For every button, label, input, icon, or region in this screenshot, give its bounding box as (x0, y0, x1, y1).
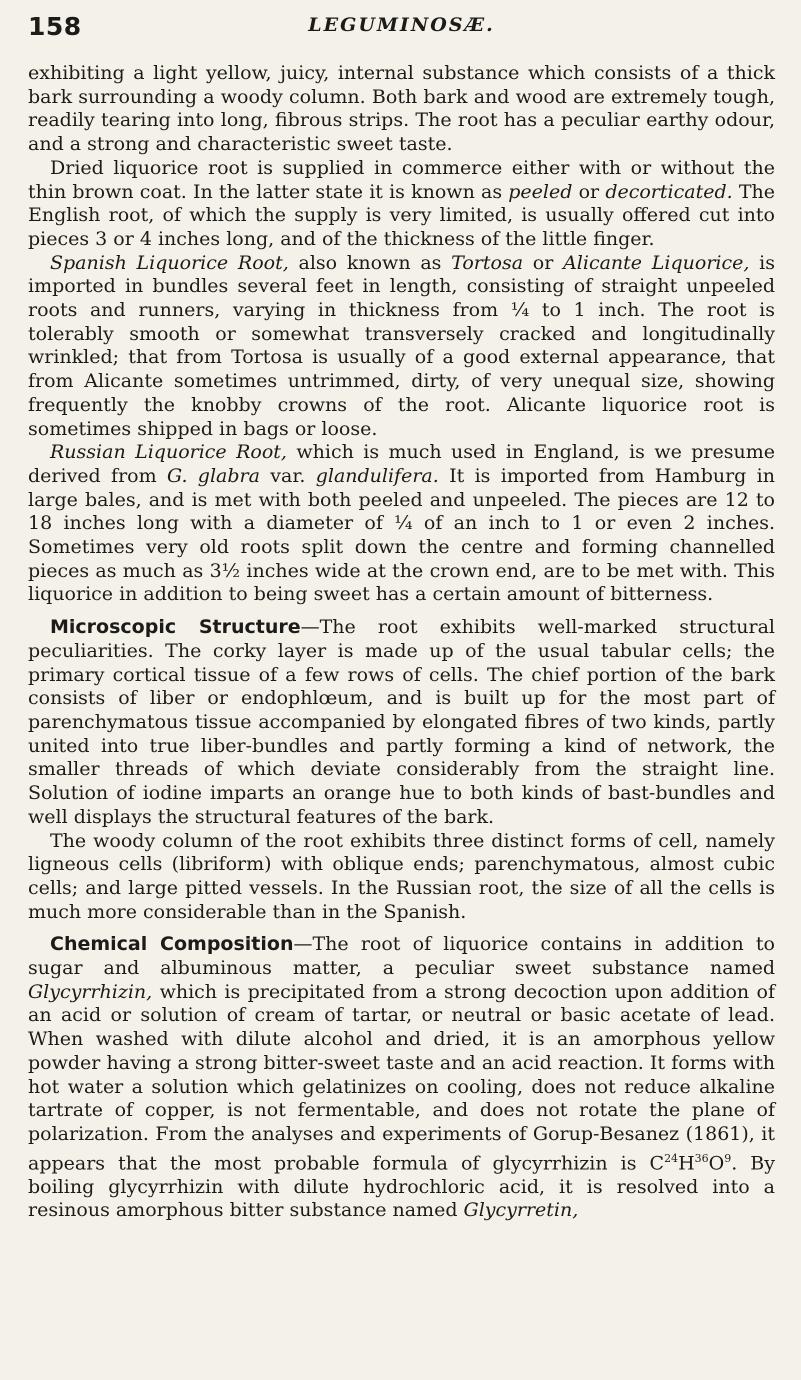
italic-text: glandulifera. (315, 464, 439, 487)
text-run: or (572, 180, 606, 203)
text-run: O (708, 1151, 725, 1174)
page-header (28, 10, 775, 50)
page-number: 158 (28, 12, 82, 41)
text-run: exhibiting a light yellow, juicy, internal substance which consists of a thick bark surrounding a woody column. Both bark and wood are extremely tough, readily tearing into long, fibrous strips. The root has a peculiar earthy odour, and a strong and characteristic sweet taste. (28, 62, 775, 156)
paragraph-spanish-root (28, 252, 775, 442)
paragraph-microscopic-structure (28, 616, 775, 829)
italic-text: Glycyrrhizin, (28, 980, 153, 1003)
text-run: var. (259, 464, 316, 487)
italic-text: G. glabra (166, 464, 260, 487)
paragraph-continuation (28, 62, 775, 157)
text-run: . By boiling glycyrrhizin with dilute hydrochloric acid, it is resolved into a resinous amorphous bitter substance named (28, 1151, 775, 1222)
superscript: 24 (664, 1151, 679, 1165)
text-run: which is precipitated from a strong decoction upon addition of an acid or solution of cream of tartar, or neutral or basic acetate of lead. When washed with dilute alcohol and dried, it is an amorphous yellow powder having a strong bitter-sweet taste and an acid reaction. It forms with hot water a solution which gelatinizes on cooling, does not reduce alkaline tartrate of copper, is not fermentable, and does not rotate the plane of polarization. From the analyses and experiments of Gorup-Besanez (1861), it appears that the most probable formula of glycyrrhizin is C (28, 980, 775, 1174)
italic-text: peeled (508, 180, 573, 203)
text-run: or (523, 251, 564, 274)
italic-text: Spanish Liquorice Root, (50, 251, 289, 274)
running-head: LEGUMINOSÆ. (308, 14, 495, 36)
italic-text: Russian Liquorice Root, (50, 441, 287, 464)
text-run: The woody column of the root exhibits three distinct forms of cell, namely ligneous cells (libriform) with oblique ends; parenchymatous, almost cubic cells; and large pitted vessels. In the Russian root, the size of all the cells is much more considerable than in the Spanish. (28, 829, 775, 923)
section-heading: Microscopic Structure (50, 616, 301, 639)
italic-text: Tortosa (451, 251, 524, 274)
text-run: —The root exhibits well-marked structural peculiarities. The corky layer is made up of the usual tabular cells; the primary cortical tissue of a few rows of cells. The chief portion of the bark consists of liber or endophlœum, and is built up for the most part of parenchymatous tissue accompanied by elongated fibres of two kinds, partly united into true liber-bundles and partly forming a kind of network, the smaller threads of which deviate considerably from the straight line. Solution of iodine imparts an orange hue to both kinds of bast-bundles and well displays the structural features of the bark. (28, 616, 775, 828)
text-run: which is much used in England, is we presume derived from (28, 441, 775, 487)
section-heading: Chemical Composition (50, 933, 294, 956)
text-run: H (678, 1151, 695, 1174)
italic-text: Glycyrretin, (463, 1199, 579, 1222)
text-run: is imported in bundles several feet in length, consisting of straight unpeeled roots and runners, varying in thickness from ¼ to 1 inch. The root is tolerably smooth or somewhat transversely cracked and longitudinally wrinkled; that from Tortosa is usually of a good external appearance, that from Alicante sometimes untrimmed, dirty, of very unequal size, showing frequently the knobby crowns of the root. Alicante liquorice root is sometimes shipped in bags or loose. (28, 251, 776, 440)
italic-text: Alicante Liquorice, (563, 251, 750, 274)
superscript: 9 (724, 1151, 732, 1165)
paragraph-russian-root (28, 441, 775, 607)
text-run: also known as (288, 251, 452, 274)
text-run: Dried liquorice root is supplied in commerce either with or without the thin brown coat. In the latter state it is known as (28, 156, 775, 203)
paragraph-chemical-composition (28, 933, 775, 1223)
text-run: It is imported from Hamburg in large bales, and is met with both peeled and unpeeled. The pieces are 12 to 18 inches long with a diameter of ¼ of an inch to 1 or even 2 inches. Sometimes very old roots split down the centre and forming channelled pieces as much as 3½ inches wide at the crown end, are to be met with. This liquorice in addition to being sweet has a certain amount of bitterness. (28, 464, 775, 606)
body-text (28, 62, 775, 1223)
superscript: 36 (694, 1151, 709, 1165)
text-run: —The root of liquorice contains in addition to sugar and albuminous matter, a peculiar sweet substance named (28, 933, 775, 980)
paragraph-woody-column (28, 830, 775, 925)
text-run: The English root, of which the supply is very limited, is usually offered cut into pieces 3 or 4 inches long, and of the thickness of the little finger. (28, 180, 775, 250)
paragraph-dried-root (28, 157, 775, 252)
italic-text: decorticated. (605, 180, 733, 203)
